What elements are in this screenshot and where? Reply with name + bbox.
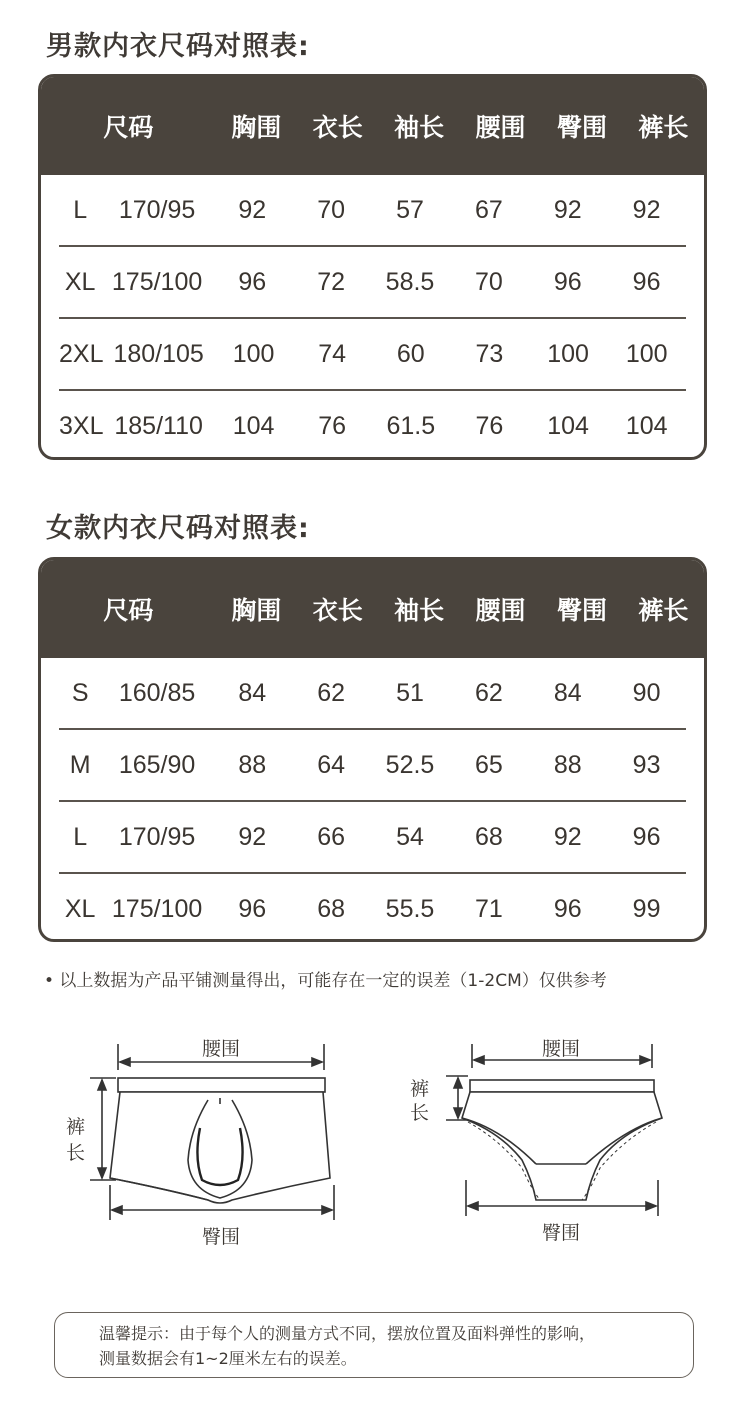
measure-cell: 88 [238,750,267,779]
header-size: 尺码 [103,113,154,142]
measure-cell: 62 [317,678,346,707]
measure-cell: 92 [238,195,267,224]
table-row [59,317,686,389]
height-chest-cell: 180/105 [113,339,204,368]
brief-diagram [440,1040,680,1220]
measure-cell: 76 [475,411,504,440]
measure-cell: 84 [238,678,267,707]
measure-cell: 51 [396,678,424,707]
boxer-waist-label: 腰围 [202,1038,241,1060]
header-waist: 腰围 [475,113,526,142]
header-waist: 腰围 [475,596,526,625]
measure-cell: 96 [238,894,267,923]
measure-cell: 90 [632,678,661,707]
height-chest-cell: 170/95 [118,195,196,224]
brief-hip-label: 臀围 [542,1222,581,1244]
boxer-diagram [80,1040,360,1230]
boxer-hip-label: 臀围 [202,1226,241,1248]
measure-cell: 71 [474,894,503,923]
height-chest-cell: 170/95 [118,822,196,851]
table-header [41,560,704,658]
measure-cell: 88 [553,750,582,779]
measure-cell: 104 [625,411,668,440]
header-pants-length: 裤长 [638,113,689,142]
measure-cell: 96 [238,267,267,296]
size-cell: 2XL [59,339,104,368]
measure-cell: 96 [553,267,582,296]
size-cell: XL [64,267,96,296]
table-row [59,800,686,872]
table-row [59,872,686,942]
table-row [59,175,686,245]
header-hip: 臀围 [556,113,607,142]
table-body [41,658,704,942]
height-chest-cell: 185/110 [114,411,203,440]
header-chest: 胸围 [231,596,282,625]
brief-waist-label: 腰围 [542,1038,581,1060]
measure-cell: 92 [553,195,582,224]
measure-cell: 93 [632,750,661,779]
measure-cell: 92 [632,195,661,224]
brief-length-label-1: 裤 [410,1078,430,1100]
boxer-length-label-2: 长 [66,1142,86,1164]
size-cell: XL [64,894,96,923]
boxer-length-label-1: 裤 [66,1116,86,1138]
brief-length-label-2: 长 [410,1102,430,1124]
measure-cell: 99 [632,894,661,923]
men-size-table [38,74,707,460]
header-size: 尺码 [103,596,154,625]
measure-cell: 62 [474,678,503,707]
measure-cell: 68 [317,894,346,923]
measure-cell: 55.5 [385,894,435,923]
measure-cell: 66 [317,822,346,851]
tip-line-2: 测量数据会有1~2厘米左右的误差。 [99,1349,357,1368]
tip-box [54,1312,694,1378]
measure-cell: 96 [632,267,661,296]
measure-cell: 57 [396,195,424,224]
measure-cell: 96 [553,894,582,923]
measure-cell: 76 [318,411,347,440]
table-header [41,77,704,175]
size-cell: 3XL [59,411,104,440]
table-body [41,175,704,460]
women-table-title: 女款内衣尺码对照表: [46,513,310,544]
measure-cell: 68 [474,822,503,851]
header-chest: 胸围 [231,113,282,142]
measure-cell: 52.5 [385,750,435,779]
measure-cell: 58.5 [385,267,435,296]
measure-cell: 72 [317,267,346,296]
height-chest-cell: 160/85 [118,678,196,707]
measure-cell: 60 [396,339,425,368]
measure-cell: 96 [632,822,661,851]
measure-cell: 67 [474,195,503,224]
measure-cell: 73 [475,339,504,368]
measure-cell: 74 [318,339,347,368]
measure-cell: 100 [232,339,275,368]
header-top-length: 衣长 [312,113,363,142]
men-table-title: 男款内衣尺码对照表: [46,31,310,62]
header-sleeve: 袖长 [394,596,445,625]
measure-cell: 92 [553,822,582,851]
measure-cell: 84 [553,678,582,707]
header-top-length: 衣长 [312,596,363,625]
size-cell: M [69,750,91,779]
women-size-table [38,557,707,942]
table-row [59,728,686,800]
table-row [59,389,686,460]
measure-cell: 70 [317,195,346,224]
measure-cell: 100 [547,339,589,368]
measure-cell: 64 [317,750,346,779]
size-cell: L [73,195,88,224]
header-hip: 臀围 [556,596,607,625]
height-chest-cell: 175/100 [111,267,203,296]
size-cell: L [73,822,88,851]
measure-cell: 54 [396,822,424,851]
tip-line-1: 温馨提示：由于每个人的测量方式不同，摆放位置及面料弹性的影响， [99,1324,596,1343]
header-pants-length: 裤长 [638,596,689,625]
height-chest-cell: 175/100 [111,894,203,923]
measure-cell: 61.5 [386,411,436,440]
measure-cell: 104 [232,411,275,440]
measure-cell: 65 [474,750,503,779]
measurement-note: • 以上数据为产品平铺测量得出，可能存在一定的误差（1-2CM）仅供参考 [44,971,607,991]
measure-cell: 70 [474,267,503,296]
height-chest-cell: 165/90 [118,750,196,779]
measure-cell: 92 [238,822,267,851]
measure-cell: 100 [625,339,668,368]
table-row [59,245,686,317]
size-cell: S [71,678,89,707]
measure-cell: 104 [547,411,589,440]
table-row [59,658,686,728]
header-sleeve: 袖长 [394,113,445,142]
